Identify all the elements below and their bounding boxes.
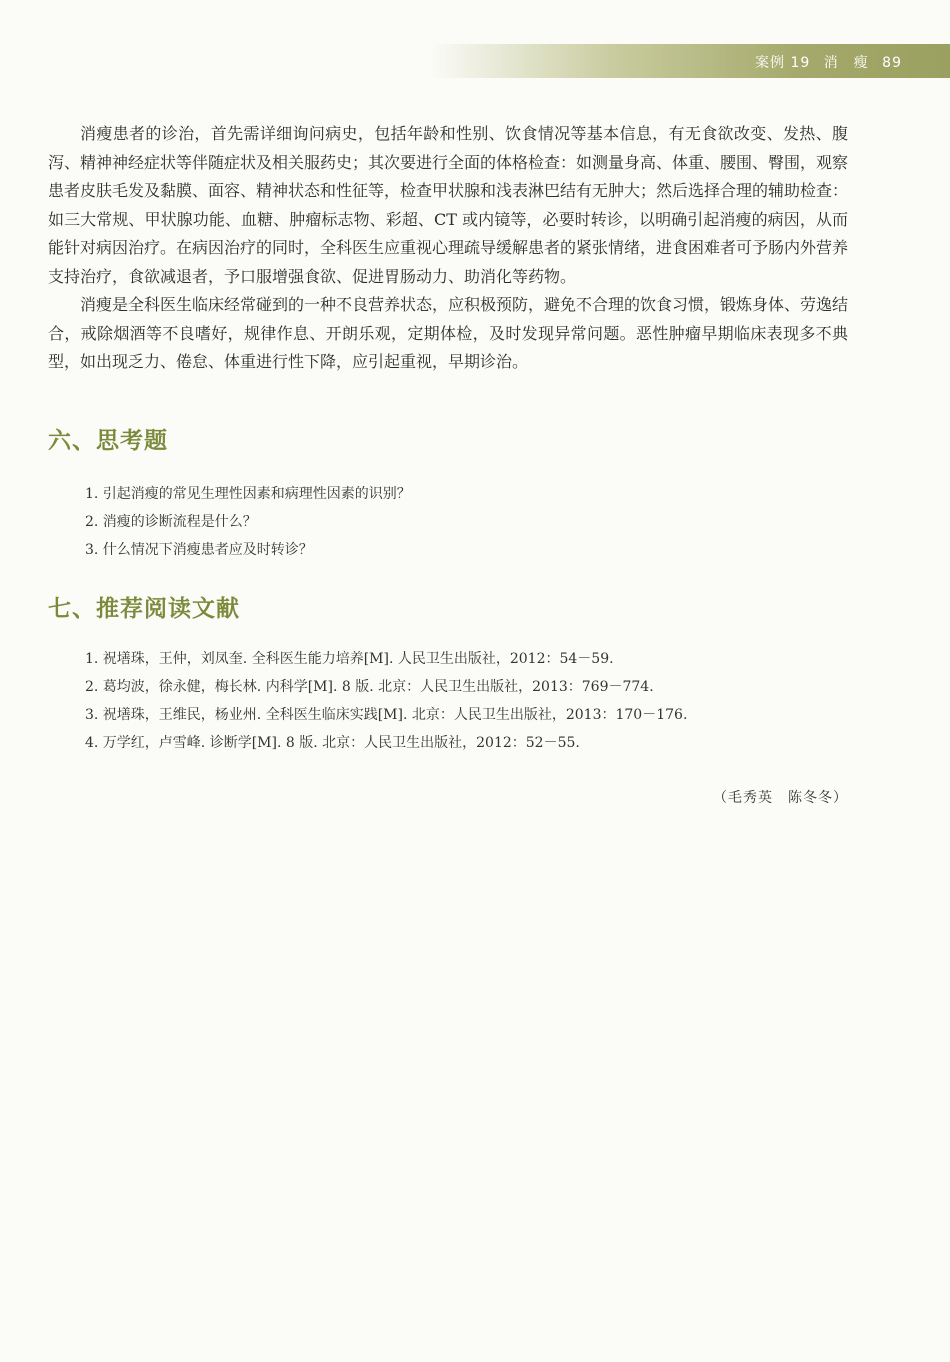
- section-title-references: 七、推荐阅读文献: [48, 595, 240, 622]
- question-item: 3. 什么情况下消瘦患者应及时转诊？: [85, 542, 313, 558]
- body-text: [48, 120, 848, 377]
- authors: （毛秀英 陈冬冬）: [713, 790, 848, 806]
- case-title: 消 瘦: [823, 55, 869, 71]
- running-header: [747, 52, 902, 72]
- reference-item: 3. 祝墡珠，王维民，杨业州. 全科医生临床实践[M]. 北京：人民卫生出版社，2013：170－176.: [85, 707, 688, 723]
- section-title-questions: 六、思考题: [48, 427, 168, 454]
- reference-item: 2. 葛均波，徐永健，梅长林. 内科学[M]. 8 版. 北京：人民卫生出版社，2013：769－774.: [85, 679, 654, 695]
- page-number: 89: [882, 55, 902, 71]
- reference-item: 1. 祝墡珠，王仲，刘凤奎. 全科医生能力培养[M]. 人民卫生出版社，2012：54－59.: [85, 651, 614, 667]
- case-label: 案例 19: [755, 55, 811, 71]
- question-list: [85, 480, 865, 564]
- paragraph-prevention: 消瘦是全科医生临床经常碰到的一种不良营养状态，应积极预防，避免不合理的饮食习惯，锻炼身体、劳逸结合，戒除烟酒等不良嗜好，规律作息、开朗乐观，定期体检，及时发现异常问题。恶性肿瘤早期临床表现多不典型，如出现乏力、倦怠、体重进行性下降，应引起重视，早期诊治。: [48, 295, 849, 371]
- paragraph-diagnosis: 消瘦患者的诊治，首先需详细询问病史，包括年龄和性别、饮食情况等基本信息，有无食欲改变、发热、腹泻、精神神经症状等伴随症状及相关服药史；其次要进行全面的体格检查：如测量身高、体重、腰围、臀围，观察患者皮肤毛发及黏膜、面容、精神状态和性征等，检查甲状腺和浅表淋巴结有无肿大；然后选择合理的辅助检查：如三大常规、甲状腺功能、血糖、肿瘤标志物、彩超、CT 或内镜等，必要时转诊，以明确引起消瘦的病因，从而能针对病因治疗。在病因治疗的同时，全科医生应重视心理疏导缓解患者的紧张情绪，进食困难者可予肠内外营养支持治疗，食欲减退者，予口服增强食欲、促进胃肠动力、助消化等药物。: [48, 124, 849, 286]
- reference-item: 4. 万学红，卢雪峰. 诊断学[M]. 8 版. 北京：人民卫生出版社，2012：52－55.: [85, 735, 580, 751]
- reference-list: [85, 645, 865, 757]
- question-item: 1. 引起消瘦的常见生理性因素和病理性因素的识别？: [85, 486, 411, 502]
- question-item: 2. 消瘦的诊断流程是什么？: [85, 514, 257, 530]
